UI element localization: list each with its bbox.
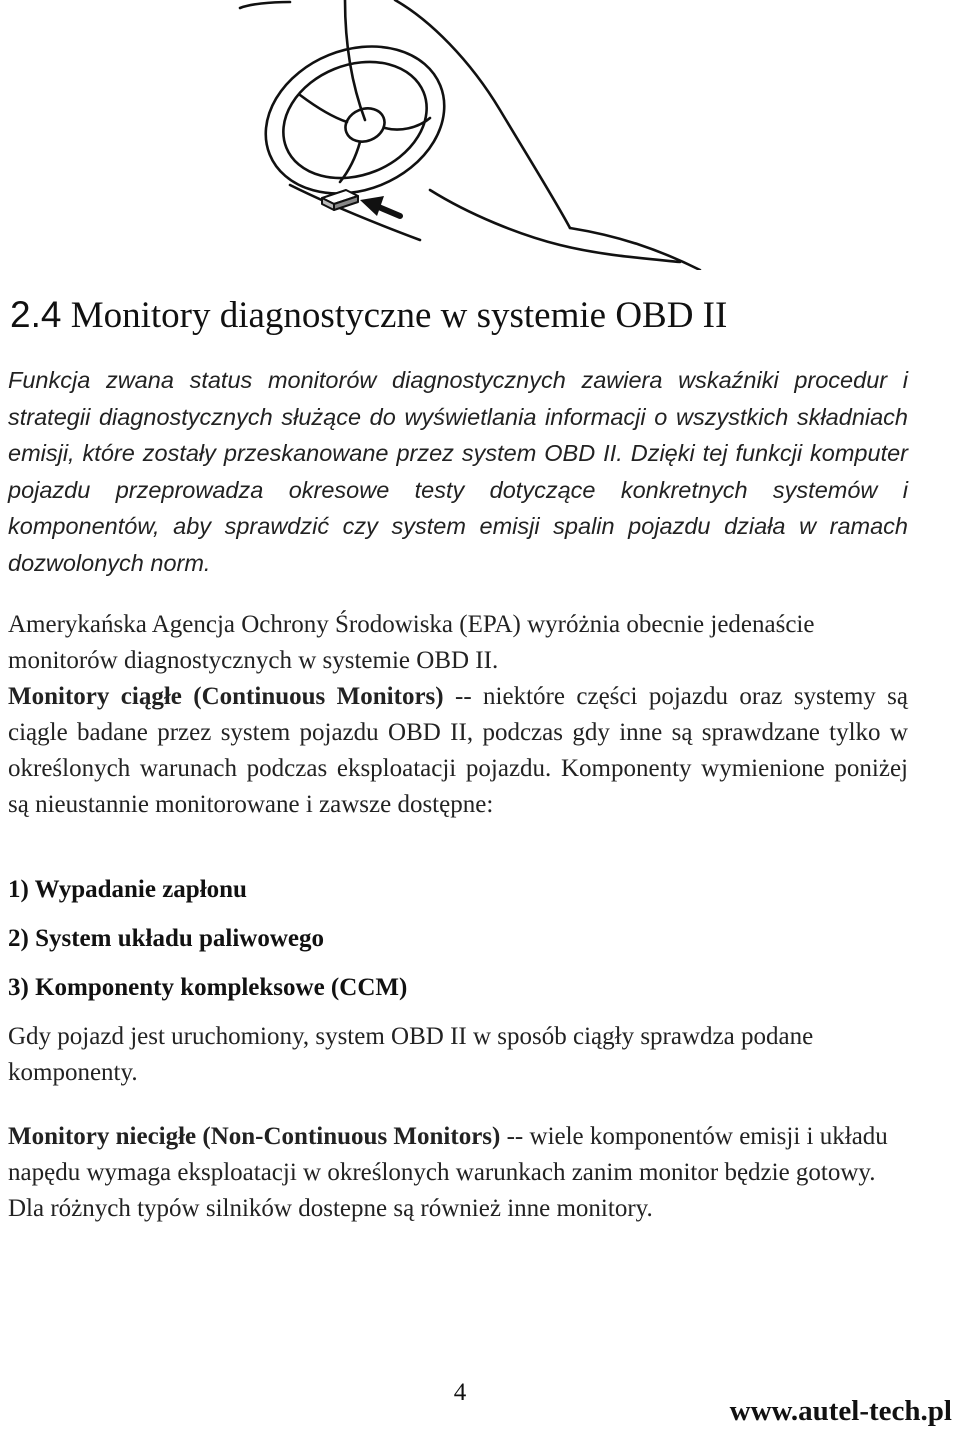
- continuous-monitors-text: -- niektóre części pojazdu oraz systemy są ciągle badane przez system pojazdu OBD II, podczas gdy inne są sprawdzane tylko w określonych warunach podczas eksploatacji pojazdu. Komponenty wymienione poniżej są nieustannie monitorowane i zawsze dostępne:: [8, 683, 908, 818]
- continuous-monitors-paragraph: [8, 679, 908, 823]
- steering-column-outline: [395, 0, 570, 228]
- page-number: 4: [453, 1379, 467, 1406]
- steering-column-outline: [345, 0, 365, 120]
- arrow-left-icon: [360, 196, 400, 216]
- running-paragraph: Gdy pojazd jest uruchomiony, system OBD II w sposób ciągły sprawdza podane komponenty.: [8, 1023, 814, 1086]
- list-item: 3) Komponenty kompleksowe (CCM): [8, 974, 408, 1001]
- epa-paragraph: Amerykańska Agencja Ochrony Środowiska (EPA) wyróżnia obecnie jedenaście monitorów diagnostycznych w systemie OBD II.: [8, 611, 815, 674]
- steering-spoke: [300, 95, 347, 122]
- section-number: 2.4: [10, 294, 62, 335]
- list-item: 2) System układu paliwowego: [8, 925, 325, 952]
- noncontinuous-monitors-paragraph: [8, 1119, 908, 1227]
- website-url: www.autel-tech.pl: [729, 1395, 952, 1427]
- noncontinuous-monitors-label: Monitory niecigłe (Non-Continuous Monitors): [8, 1123, 501, 1150]
- continuous-monitors-label: Monitory ciągłe (Continuous Monitors): [8, 683, 444, 710]
- steering-wheel: [243, 21, 466, 220]
- obd-port-location-illustration: [0, 0, 960, 270]
- noncontinuous-monitors-text: -- wiele komponentów emisji i układu napędu wymaga eksploatacji w określonych warunkach zanim monitor będzie gotowy. Dla różnych typów silników dostepne są również inne monitory.: [8, 1123, 888, 1222]
- steering-hub: [340, 103, 389, 148]
- list-item: 1) Wypadanie zapłonu: [8, 876, 247, 903]
- section-title: Monitory diagnostyczne w systemie OBD II: [70, 295, 728, 336]
- dashboard-line: [240, 2, 290, 8]
- intro-paragraph: Funkcja zwana status monitorów diagnostycznych zawiera wskaźniki procedur i strategii diagnostycznych służące do wyświetlania informacji o wszystkich składniach emisji, które zostały przeskanowane przez system OBD II. Dzięki tej funkcji komputer pojazdu przeprowadza okresowe testy dotyczące konkretnych systemów i komponentów, aby sprawdzić czy system emisji spalin pojazdu działa w ramach dozwolonych norm.: [8, 367, 908, 576]
- section-heading: [10, 292, 727, 339]
- lower-dash-outline: [570, 228, 700, 270]
- steering-wheel-inner: [266, 41, 444, 198]
